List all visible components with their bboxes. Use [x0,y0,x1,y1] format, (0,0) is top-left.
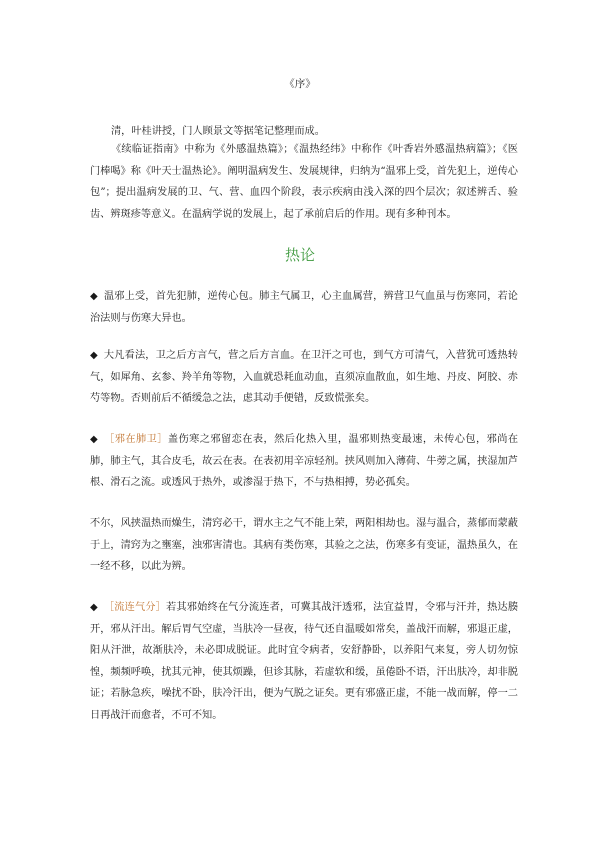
section-title: 热论 [284,246,315,264]
paragraph-5-tag: ［流连气分］ [103,602,167,613]
diamond-bullet-icon: ◆ [90,434,99,445]
preface-paragraph: 《续临证指南》中称为《外感温热篇》；《温热经纬》中称作《叶香岩外感温热病篇》；《医门棒喝》称《叶天士温热论》。阐明温病发生、发展规律，归纳为“温邪上受，首先犯上，逆传心包”；提出温病发展的卫、气、营、血四个阶段，表示疾病由浅入深的四个层次；叙述辨舌、验齿、辨斑疹等意义。在温病学说的发展上，起了承前启后的作用。现有多种刊本。 [90,144,518,220]
diamond-bullet-icon: ◆ [90,602,98,613]
paragraph-3-text: 盖伤寒之邪留恋在表，然后化热入里，温邪则热变最速，未传心包，邪尚在肺，肺主气，其合皮毛，故云在表。在表初用辛凉轻剂。挟风则加入薄荷、牛蒡之属，挟湿加芦根、滑石之流。或透风于热外，或渗湿于热下，不与热相搏，势必孤矣。 [90,434,519,488]
paragraph-1-text: 温邪上受，首先犯肺，逆传心包。肺主气属卫，心主血属营，辨营卫气血虽与伤寒同，若论治法则与伤寒大异也。 [90,291,518,324]
diamond-bullet-icon: ◆ [90,350,98,361]
paragraph-4-text: 不尔，风挟温热而燥生，清窍必干，谓水主之气不能上荣，两阳相劫也。湿与温合，蒸郁而蒙蔽于上，清窍为之壅塞，浊邪害清也。其病有类伤寒，其验之之法，伤寒多有变证，温热虽久，在一经不移，以此为辨。 [90,518,518,572]
preface-title: 《序》 [284,78,316,90]
paragraph-2 [90,345,518,410]
paragraph-3-tag: ［邪在肺卫］ [104,434,168,445]
diamond-bullet-icon: ◆ [90,291,98,302]
paragraph-3 [90,429,518,494]
paragraph-5 [90,597,518,726]
paragraph-4 [90,513,518,578]
paragraph-5-text: 若其邪始终在气分流连者，可冀其战汗透邪，法宜益胃，令邪与汗并，热达腠开，邪从汗出。解后胃气空虚，当肤冷一昼夜，待气还自温暖如常矣，盖战汗而解，邪退正虚，阳从汗泄，故渐肤冷，未必即成脱证。此时宜令病者，安舒静卧，以养阳气来复，旁人切勿惊惶，频频呼唤，扰其元神，使其烦躁，但诊其脉，若虚软和缓，虽倦卧不语，汗出肤冷，却非脱证；若脉急疾，噪扰不卧，肤冷汗出，便为气脱之证矣。更有邪盛正虚，不能一战而解，停一二日再战汗而愈者，不可不知。 [90,602,519,721]
paragraph-2-text: 大凡看法，卫之后方言气，营之后方言血。在卫汗之可也，到气方可清气，入营犹可透热转气，如犀角、玄参、羚羊角等物，入血就恐耗血动血，直须凉血散血，如生地、丹皮、阿胶、赤芍等物。否则前后不循缓急之法，虑其动手便错，反致慌张矣。 [90,350,518,404]
preface-line-author: 清，叶桂讲授，门人顾景文等据笔记整理而成。 [111,126,325,137]
paragraph-1 [90,286,518,329]
